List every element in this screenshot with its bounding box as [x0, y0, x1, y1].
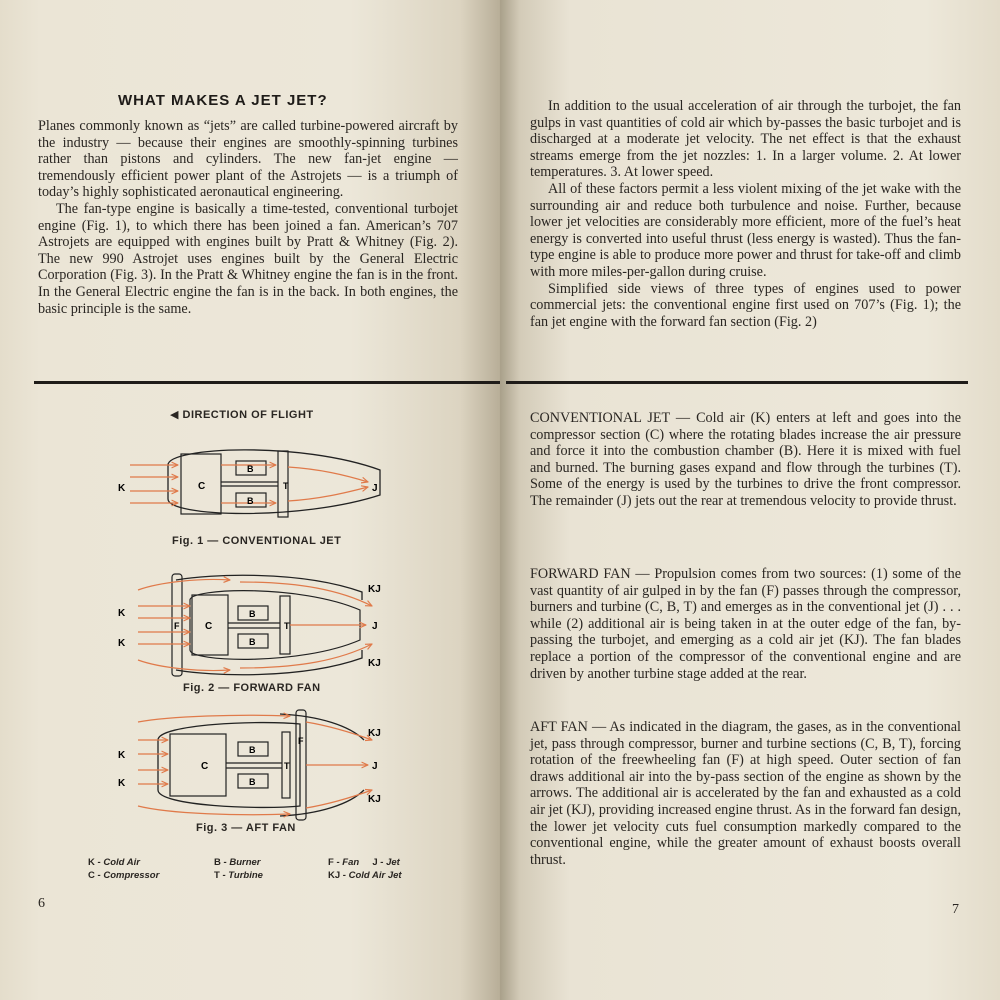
legend-kj: KJ - Cold Air Jet: [328, 870, 402, 881]
fig3-label-kj-top: KJ: [368, 728, 381, 739]
intro-text: [38, 118, 458, 317]
fig1-label-b-bottom: B: [247, 496, 254, 506]
legend-f-j: F - Fan J - Jet: [328, 857, 400, 868]
fig2-label-t: T: [284, 621, 290, 631]
right-divider-rule: [506, 381, 968, 384]
fig2-label-j: J: [372, 621, 378, 632]
forward-fan-title: FORWARD FAN: [530, 566, 631, 582]
fig3-label-b-bottom: B: [249, 777, 256, 787]
fig3-label-kj-bottom: KJ: [368, 794, 381, 805]
fig3-label-k-top: K: [118, 750, 126, 761]
aft-fan-text: — As indicated in the diagram, the gases, as in the conventional jet, pass through compressor, burner and turbine sections (C, B, T), forcing rotation of the freewheeling fan (F) at high speed. Outer section of fan draws additional air into the by-pass section of the engine as shown by the arrows. The additional air is accelerated by the fan and exhausted as a cold air jet (KJ), providing increased engine thrust. As in the forward fan design, the lower jet velocity cuts fuel consumption markedly compared to the conventional engine, while the greater amount of exhaust boosts overall thrust.: [530, 719, 961, 868]
right-page: [500, 0, 1000, 1000]
fig3-aft-fan-diagram: [118, 710, 381, 820]
fig3-label-c: C: [201, 761, 209, 772]
fig2-label-k-bottom: K: [118, 638, 126, 649]
intro-paragraph-2: The fan-type engine is basically a time-tested, conventional turbojet engine (Fig. 1), to which there has been joined a fan. American’s 707 Astrojets are equipped with engines built by Pratt & Whitney (Fig. 2). The new 990 Astrojet uses engines built by the General Electric Corporation (Fig. 3). In the Pratt & Whitney engine the fan is in the front. In the General Electric engine the fan is in the back. In both engines, the basic principle is the same.: [38, 200, 458, 317]
fig2-label-k-top: K: [118, 608, 126, 619]
legend-col-2: [214, 856, 263, 882]
aft-fan-title: AFT FAN: [530, 719, 588, 735]
fig3-label-t: T: [284, 761, 290, 771]
right-paragraph-3: Simplified side views of three types of engines used to power commercial jets: the conventional engine first used on 707’s (Fig. 1); the fan jet engine with the forward fan section (Fig. 2): [530, 280, 961, 330]
legend-col-3: [328, 856, 402, 882]
fig2-label-b-bottom: B: [249, 637, 256, 647]
fig2-label-f: F: [174, 621, 180, 631]
left-divider-rule: [34, 381, 500, 384]
fig3-label-k-bottom: K: [118, 778, 126, 789]
fig2-label-c: C: [205, 621, 213, 632]
fig1-label-j: J: [372, 483, 378, 494]
fig1-label-b-top: B: [247, 464, 254, 474]
continuation-text: [530, 98, 961, 330]
fig1-label-t: T: [283, 481, 289, 491]
conventional-jet-section: [530, 410, 961, 510]
fig1-label-k: K: [118, 483, 126, 494]
aft-fan-section: [530, 719, 961, 868]
page-heading: WHAT MAKES A JET JET?: [118, 92, 328, 109]
legend-c: C - Compressor: [88, 870, 160, 881]
legend-b: B - Burner: [214, 857, 261, 868]
right-paragraph-1: In addition to the usual acceleration of air through the turbojet, the fan gulps in vast quantities of cold air which by-passes the basic turbojet and is discharged at a moderate jet velocity. The net effect is that the exhaust streams emerge from the jet nozzles: 1. In a larger volume. 2. At lower temperatures. 3. At lower speed.: [530, 98, 961, 181]
conventional-jet-text: — Cold air (K) enters at left and goes into the compressor section (C) where the rotating blades increase the air pressure and force it into the combustion chamber (B). Here it is mixed with fuel and burned. The burning gases expand and flow through the turbines (T). Some of the energy is used by the turbines to drive the front compressor. The remainder (J) jets out the rear at tremendous velocity to provide thrust.: [530, 410, 961, 509]
fig3-label-f: F: [298, 736, 304, 746]
conventional-jet-title: CONVENTIONAL JET: [530, 410, 670, 426]
fig3-caption: Fig. 3 — AFT FAN: [196, 822, 296, 834]
fig2-caption: Fig. 2 — FORWARD FAN: [183, 682, 321, 694]
legend-t: T - Turbine: [214, 870, 263, 881]
legend-k: K - Cold Air: [88, 857, 140, 868]
legend-col-1: [88, 856, 159, 882]
forward-fan-text: — Propulsion comes from two sources: (1) some of the vast quantity of air gulped in by the fan (F) passes through the compressor, burners and turbine (C, B, T) and emerges as in the conventional jet (J) . . . while (2) additional air is being taken in at the outer edge of the fan, by-passing the turbojet, and emerging as a cold air jet (KJ). The fan blades replace a portion of the compressor of the conventional engine and are driven by another turbine stage added at the rear.: [530, 566, 961, 682]
fig1-label-c: C: [198, 481, 206, 492]
fig2-label-b-top: B: [249, 609, 256, 619]
fig3-label-b-top: B: [249, 745, 256, 755]
intro-paragraph-1: Planes commonly known as “jets” are called turbine-powered aircraft by the industry — because their engines are smoothly-spinning turbines rather than pistons and cylinders. The new fan-jet engine — tremendously efficient power plant of the Astrojets — is a triumph of today’s highly sophisticated aeronautical engineering.: [38, 118, 458, 201]
fig2-label-kj-top: KJ: [368, 584, 381, 595]
direction-of-flight-label: ◀ DIRECTION OF FLIGHT: [170, 409, 314, 421]
fig2-forward-fan-diagram: [118, 574, 381, 676]
page-number-right: 7: [952, 902, 959, 917]
fig3-label-j: J: [372, 761, 378, 772]
fig1-caption: Fig. 1 — CONVENTIONAL JET: [172, 535, 342, 547]
page-number-left: 6: [38, 896, 45, 911]
right-paragraph-2: All of these factors permit a less violent mixing of the jet wake with the surrounding air and reduce both turbulence and noise. Further, because lower jet velocities are considerably more efficient, more of the fuel’s heat energy is converted into useful thrust (less energy is wasted). Thus the fan-type engine is able to produce more power and thrust for take-off and climb with more miles-per-gallon during cruise.: [530, 180, 961, 280]
fig1-conventional-diagram: [118, 450, 380, 517]
fig2-label-kj-bottom: KJ: [368, 658, 381, 669]
forward-fan-section: [530, 566, 961, 682]
